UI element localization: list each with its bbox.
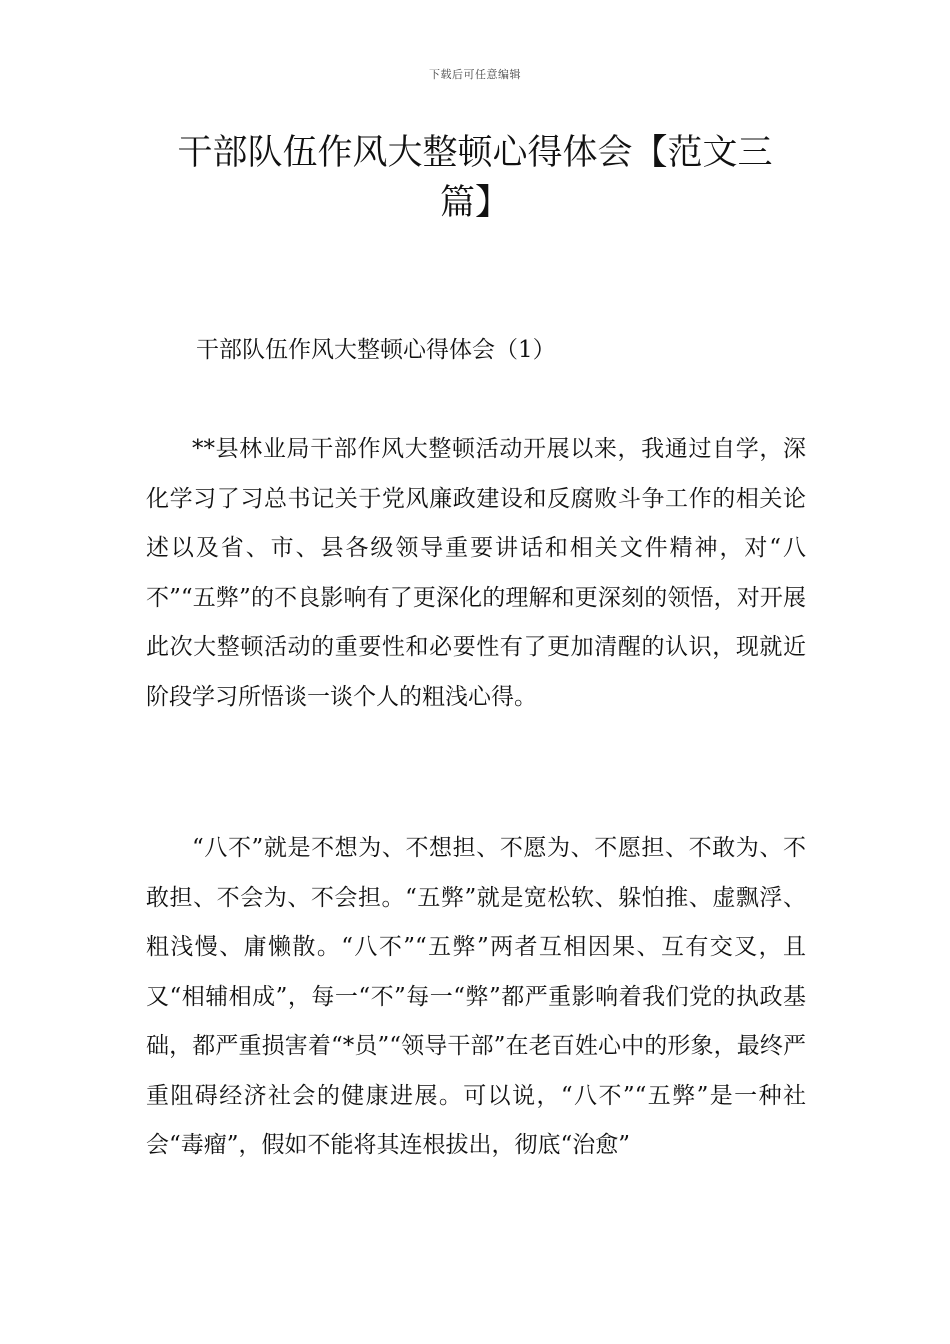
document-title: 干部队伍作风大整顿心得体会【范文三篇】 bbox=[177, 133, 773, 223]
body-paragraph-2: “八不”就是不想为、不想担、不愿为、不愿担、不敢为、不敢担、不会为、不会担。“五弊”就是宽松软、躲怕推、虚飘浮、粗浅慢、庸懒散。“八不”“五弊”两者互相因果、互有交叉，且又“相辅相成”，每一“不”每一“弊”都严重影响着我们党的执政基础，都严重损害着“*员”“领导干部”在老百姓心中的形象，最终严重阻碍经济社会的健康进展。可以说，“八不”“五弊”是一种社会“毒瘤”，假如不能将其连根拔出，彻底“治愈” bbox=[146, 835, 806, 1158]
header-note: 下载后可任意编辑 bbox=[429, 68, 521, 81]
section-heading: 干部队伍作风大整顿心得体会（1） bbox=[196, 337, 556, 363]
body-paragraph-1: **县林业局干部作风大整顿活动开展以来，我通过自学，深化学习了习总书记关于党风廉政建设和反腐败斗争工作的相关论述以及省、市、县各级领导重要讲话和相关文件精神，对“八不”“五弊”的不良影响有了更深化的理解和更深刻的领悟，对开展此次大整顿活动的重要性和必要性有了更加清醒的认识，现就近阶段学习所悟谈一谈个人的粗浅心得。 bbox=[146, 436, 806, 710]
